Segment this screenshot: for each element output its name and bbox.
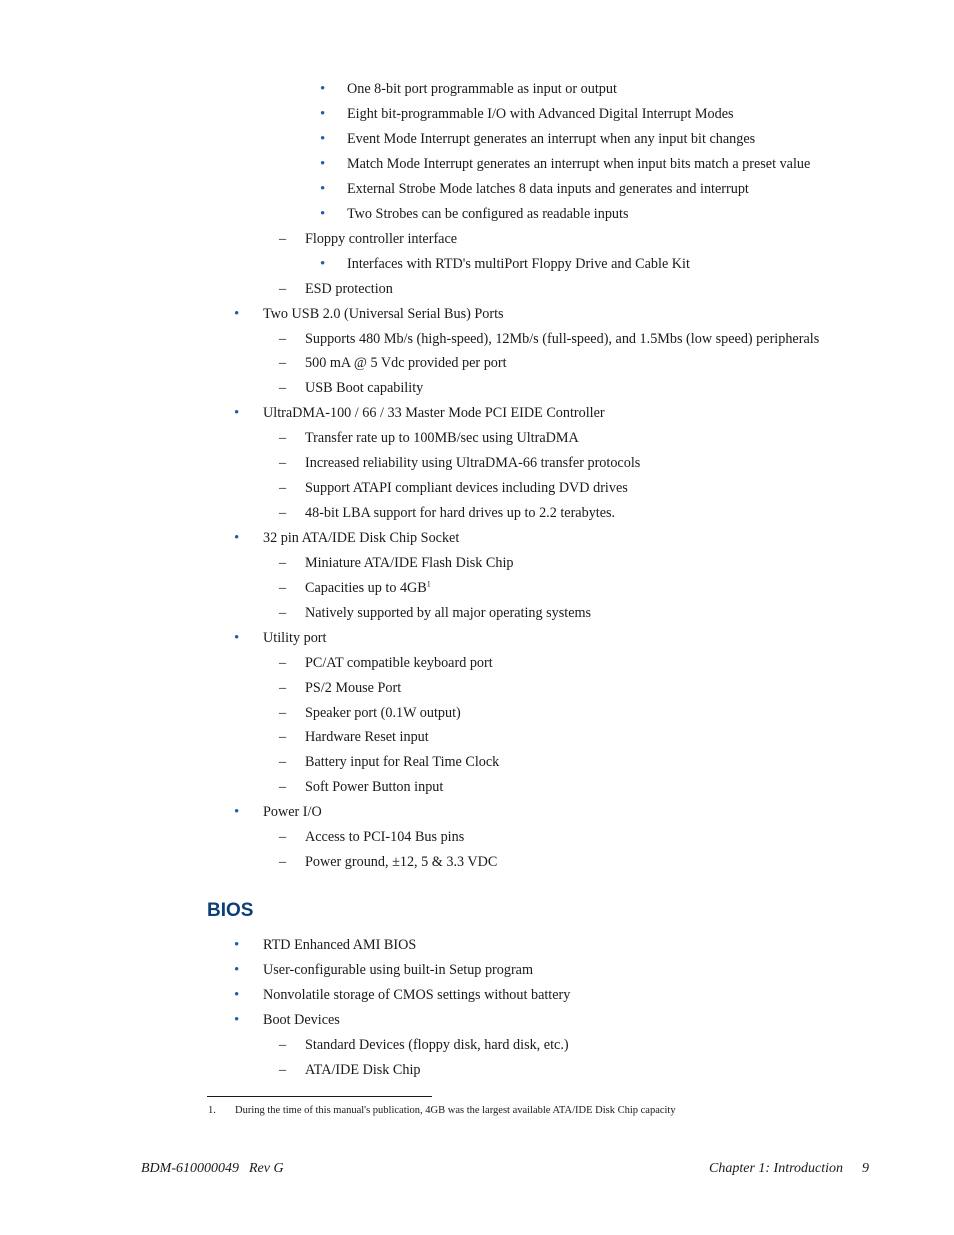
bullet-icon: • <box>320 106 326 122</box>
bullet-icon: • <box>320 131 326 147</box>
list-item-text: Event Mode Interrupt generates an interrupt when any input bit changes <box>347 131 756 147</box>
list-item-text: Natively supported by all major operating systems <box>305 605 592 621</box>
dash-icon: – <box>279 705 287 721</box>
list-item-text: 32 pin ATA/IDE Disk Chip Socket <box>263 530 460 546</box>
dash-icon: – <box>279 380 287 396</box>
footer-doc-number: BDM-610000049 <box>141 1161 239 1176</box>
dash-icon: – <box>279 854 287 870</box>
bullet-icon: • <box>234 1012 240 1028</box>
list-item-text: Two USB 2.0 (Universal Serial Bus) Ports <box>263 306 504 322</box>
dash-icon: – <box>279 779 287 795</box>
dash-icon: – <box>279 655 287 671</box>
dash-icon: – <box>279 505 287 521</box>
footer-revision: Rev G <box>249 1161 284 1176</box>
list-item-text: Speaker port (0.1W output) <box>305 705 461 721</box>
list-item-text: Increased reliability using UltraDMA-66 transfer protocols <box>305 455 641 471</box>
dash-icon: – <box>279 281 287 297</box>
list-item-text: Power ground, ±12, 5 & 3.3 VDC <box>305 854 498 870</box>
list-item-text: Eight bit-programmable I/O with Advanced Digital Interrupt Modes <box>347 106 734 122</box>
list-item-text: Two Strobes can be configured as readable inputs <box>347 206 629 222</box>
bullet-icon: • <box>320 256 326 272</box>
dash-icon: – <box>279 430 287 446</box>
footnote-divider <box>207 1096 432 1097</box>
dash-icon: – <box>279 331 287 347</box>
list-item-text <box>305 576 431 601</box>
list-item-text: Access to PCI-104 Bus pins <box>305 829 465 845</box>
list-item-text: 500 mA @ 5 Vdc provided per port <box>305 355 507 371</box>
dash-icon: – <box>279 455 287 471</box>
dash-icon: – <box>279 1037 287 1053</box>
list-item-text: UltraDMA-100 / 66 / 33 Master Mode PCI EIDE Controller <box>263 405 605 421</box>
list-item-text: Support ATAPI compliant devices including DVD drives <box>305 480 628 496</box>
bullet-icon: • <box>320 181 326 197</box>
bullet-icon: • <box>234 530 240 546</box>
dash-icon: – <box>279 355 287 371</box>
bullet-icon: • <box>234 987 240 1003</box>
bullet-icon: • <box>234 937 240 953</box>
dash-icon: – <box>279 231 287 247</box>
list-item-text: Floppy controller interface <box>305 231 458 247</box>
dash-icon: – <box>279 480 287 496</box>
list-item-text: Utility port <box>263 630 327 646</box>
bullet-icon: • <box>234 804 240 820</box>
list-item-text: Boot Devices <box>263 1012 340 1028</box>
dash-icon: – <box>279 829 287 845</box>
footnote-text: During the time of this manual's publication, 4GB was the largest available ATA/IDE Disk Chip capacity <box>235 1105 676 1116</box>
bullet-icon: • <box>320 81 326 97</box>
bullet-icon: • <box>320 156 326 172</box>
bullet-icon: • <box>320 206 326 222</box>
list-item-text: RTD Enhanced AMI BIOS <box>263 937 417 953</box>
list-item-text: ATA/IDE Disk Chip <box>305 1062 421 1078</box>
list-item-text: Battery input for Real Time Clock <box>305 754 500 770</box>
dash-icon: – <box>279 729 287 745</box>
dash-icon: – <box>279 580 287 596</box>
list-item-text: USB Boot capability <box>305 380 424 396</box>
list-item-text: Transfer rate up to 100MB/sec using UltraDMA <box>305 430 579 446</box>
list-item-text: Match Mode Interrupt generates an interrupt when input bits match a preset value <box>347 156 811 172</box>
footnote-number: 1. <box>208 1105 216 1116</box>
dash-icon: – <box>279 680 287 696</box>
list-item-text: 48-bit LBA support for hard drives up to 2.2 terabytes. <box>305 505 616 521</box>
dash-icon: – <box>279 605 287 621</box>
list-item-text: ESD protection <box>305 281 393 297</box>
list-item-text: PS/2 Mouse Port <box>305 680 402 696</box>
list-item-text: Soft Power Button input <box>305 779 444 795</box>
footnote-reference: 1 <box>426 579 431 589</box>
footer-chapter: Chapter 1: Introduction <box>709 1161 844 1176</box>
list-item-text: Nonvolatile storage of CMOS settings without battery <box>263 987 571 1003</box>
section-heading-bios: BIOS <box>207 900 254 921</box>
dash-icon: – <box>279 754 287 770</box>
list-item-text: Supports 480 Mb/s (high-speed), 12Mb/s (full-speed), and 1.5Mbs (low speed) peripherals <box>305 331 820 347</box>
list-item-text: Power I/O <box>263 804 322 820</box>
bullet-icon: • <box>234 630 240 646</box>
list-item-text: PC/AT compatible keyboard port <box>305 655 493 671</box>
list-item-text: Hardware Reset input <box>305 729 429 745</box>
list-item-text: Miniature ATA/IDE Flash Disk Chip <box>305 555 514 571</box>
bullet-icon: • <box>234 405 240 421</box>
list-item-text: Interfaces with RTD's multiPort Floppy Drive and Cable Kit <box>347 256 690 272</box>
list-item-text: External Strobe Mode latches 8 data inputs and generates and interrupt <box>347 181 749 197</box>
dash-icon: – <box>279 1062 287 1078</box>
list-item-text: One 8-bit port programmable as input or output <box>347 81 617 97</box>
list-item-text: User-configurable using built-in Setup program <box>263 962 534 978</box>
list-item-text: Standard Devices (floppy disk, hard disk, etc.) <box>305 1037 569 1053</box>
bullet-icon: • <box>234 962 240 978</box>
bullet-icon: • <box>234 306 240 322</box>
capacity-text: Capacities up to 4GB <box>305 580 427 596</box>
dash-icon: – <box>279 555 287 571</box>
footer-page-number: 9 <box>862 1161 869 1176</box>
